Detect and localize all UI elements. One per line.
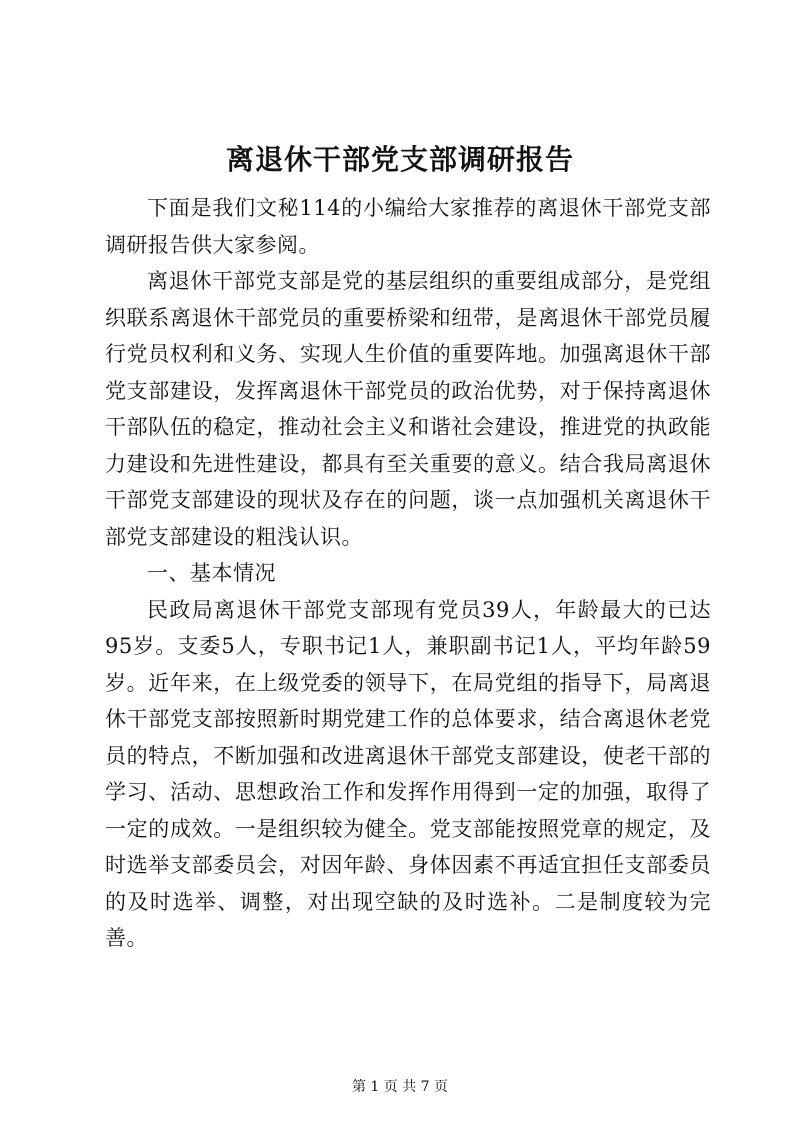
section-heading-basic-situation: 一、基本情况 (147, 561, 276, 585)
paragraph-basic-situation: 民政局离退休干部党支部现有党员39人，年龄最大的已达95岁。支委5人，专职书记1人，兼职副书记1人，平均年龄59岁。近年来，在上级党委的领导下，在局党组的指导下，局离退休干部党支部按照新时期党建工作的总体要求，结合离退休老党员的特点，不断加强和改进离退休干部党支部建设，使老干部的学习、活动、思想政治工作和发挥作用得到一定的加强，取得了一定的成效。一是组织较为健全。党支部能按照党章的规定，及时选举支部委员会，对因年龄、身体因素不再适宜担任支部委员的及时选举、调整，对出现空缺的及时选补。二是制度较为完善。 (105, 597, 711, 950)
page-title: 离退休干部党支部调研报告 (225, 143, 574, 176)
document-body (105, 190, 711, 957)
page-footer: 第 1 页 共 7 页 (351, 1079, 449, 1095)
paragraph-intro: 下面是我们文秘114的小编给大家推荐的离退休干部党支部调研报告供大家参阅。 (105, 196, 711, 257)
paragraph-overview: 离退休干部党支部是党的基层组织的重要组成部分，是党组织联系离退休干部党员的重要桥梁和纽带，是离退休干部党员履行党员权利和义务、实现人生价值的重要阵地。加强离退休干部党支部建设，发挥离退休干部党员的政治优势，对于保持离退休干部队伍的稳定，推动社会主义和谐社会建设，推进党的执政能力建设和先进性建设，都具有至关重要的意义。结合我局离退休干部党支部建设的现状及存在的问题，谈一点加强机关离退休干部党支部建设的粗浅认识。 (105, 269, 711, 549)
